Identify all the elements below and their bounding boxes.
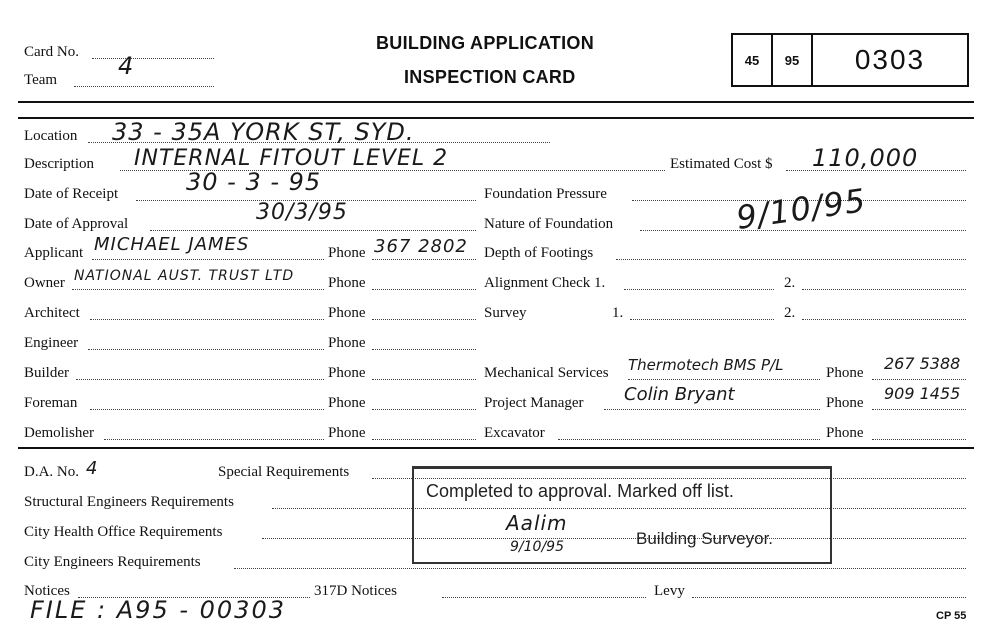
builder-field (76, 379, 324, 380)
form-code: CP 55 (936, 610, 967, 622)
stamp-date: 9/10/95 (510, 539, 564, 555)
stamp-signature: Aalim (506, 511, 568, 535)
nature-of-foundation-field (640, 230, 966, 231)
alignment-check-1-field (624, 289, 774, 290)
alignment-check-label: Alignment Check 1. (484, 275, 606, 291)
team-field (74, 86, 214, 87)
engineer-label: Engineer (24, 335, 79, 351)
date-of-approval-label: Date of Approval (24, 216, 129, 232)
project-manager-value: Colin Bryant (624, 384, 735, 405)
code-prefix-b: 95 (784, 52, 800, 68)
notices-label: Notices (24, 583, 70, 599)
project-manager-phone-value: 909 1455 (884, 384, 961, 403)
owner-label: Owner (24, 275, 65, 291)
nature-of-foundation-label: Nature of Foundation (484, 216, 614, 232)
form-title-line2: INSPECTION CARD (404, 67, 576, 87)
survey-2-label: 2. (784, 305, 796, 321)
engineer-phone-field (372, 349, 476, 350)
location-label: Location (24, 128, 78, 144)
foreman-field (90, 409, 324, 410)
location-value: 33 - 35A YORK ST, SYD. (112, 118, 415, 146)
form-title-line1: BUILDING APPLICATION (376, 33, 594, 53)
city-health-label: City Health Office Requirements (24, 524, 223, 540)
applicant-value: MICHAEL JAMES (94, 234, 250, 255)
da-no-label: D.A. No. (24, 464, 79, 480)
notices-317d-field (442, 597, 646, 598)
city-engineers-label: City Engineers Requirements (24, 554, 201, 570)
applicant-phone-field (372, 259, 476, 260)
applicant-label: Applicant (24, 245, 84, 261)
excavator-field (558, 439, 820, 440)
date-of-approval-field (150, 230, 476, 231)
owner-phone-field (372, 289, 476, 290)
project-manager-phone-field (872, 409, 966, 410)
excavator-label: Excavator (484, 425, 545, 441)
demolisher-phone-field (372, 439, 476, 440)
alignment-check-2-field (802, 289, 966, 290)
owner-field (72, 289, 324, 290)
demolisher-field (104, 439, 324, 440)
owner-phone-label: Phone (328, 275, 366, 291)
mechanical-services-phone-label: Phone (826, 365, 864, 381)
demolisher-label: Demolisher (24, 425, 94, 441)
foreman-label: Foreman (24, 395, 78, 411)
da-no-value: 4 (86, 458, 99, 479)
excavator-phone-field (872, 439, 966, 440)
approval-stamp (412, 466, 832, 564)
project-manager-label: Project Manager (484, 395, 584, 411)
estimated-cost-label: Estimated Cost $ (670, 156, 773, 172)
levy-field (692, 597, 966, 598)
header-divider (18, 101, 974, 103)
estimated-cost-value: 110,000 (812, 144, 919, 172)
engineer-phone-label: Phone (328, 335, 366, 351)
demolisher-phone-label: Phone (328, 425, 366, 441)
project-manager-field (604, 409, 820, 410)
date-of-receipt-value: 30 - 3 - 95 (186, 168, 322, 196)
survey-label: Survey (484, 305, 527, 321)
applicant-field (92, 259, 324, 260)
mechanical-services-phone-field (872, 379, 966, 380)
engineer-field (88, 349, 324, 350)
mechanical-services-label: Mechanical Services (484, 365, 609, 381)
builder-label: Builder (24, 365, 69, 381)
structural-engineers-label: Structural Engineers Requirements (24, 494, 234, 510)
date-of-approval-value: 30/3/95 (256, 200, 348, 225)
code-number: 0303 (854, 44, 926, 75)
notices-317d-label: 317D Notices (314, 583, 397, 599)
section-bottom-rule (18, 447, 974, 449)
team-value: 4 (118, 52, 135, 80)
stamp-completed-text: Completed to approval. Marked off list. (426, 481, 734, 501)
levy-label: Levy (654, 583, 685, 599)
survey-1-field (630, 319, 774, 320)
mechanical-services-value: Thermotech BMS P/L (628, 356, 784, 374)
builder-phone-field (372, 379, 476, 380)
team-label: Team (24, 72, 58, 88)
city-engineers-field (234, 568, 966, 569)
depth-of-footings-label: Depth of Footings (484, 245, 594, 261)
card-no-field (92, 58, 214, 59)
architect-field (90, 319, 324, 320)
architect-phone-label: Phone (328, 305, 366, 321)
survey-2-field (802, 319, 966, 320)
applicant-phone-label: Phone (328, 245, 366, 261)
foreman-phone-label: Phone (328, 395, 366, 411)
architect-phone-field (372, 319, 476, 320)
code-prefix-a: 45 (744, 52, 760, 68)
project-manager-phone-label: Phone (826, 395, 864, 411)
excavator-phone-label: Phone (826, 425, 864, 441)
file-reference-note: FILE : A95 - 00303 (30, 596, 286, 624)
date-of-receipt-label: Date of Receipt (24, 186, 119, 202)
mechanical-services-field (628, 379, 820, 380)
architect-label: Architect (24, 305, 80, 321)
description-value: INTERNAL FITOUT LEVEL 2 (134, 146, 449, 171)
owner-value: NATIONAL AUST. TRUST LTD (74, 268, 295, 284)
builder-phone-label: Phone (328, 365, 366, 381)
stamp-building-surveyor: Building Surveyor. (636, 529, 774, 548)
mechanical-services-phone-value: 267 5388 (884, 354, 961, 373)
survey-1-label: 1. (612, 305, 624, 321)
alignment-check-2-label: 2. (784, 275, 796, 291)
foreman-phone-field (372, 409, 476, 410)
nature-of-foundation-value: 9/10/95 (733, 181, 869, 237)
depth-of-footings-field (616, 259, 966, 260)
special-requirements-label: Special Requirements (218, 464, 350, 480)
card-no-label: Card No. (24, 44, 79, 60)
reference-code-box (731, 33, 969, 87)
description-label: Description (24, 156, 94, 172)
applicant-phone-value: 367 2802 (374, 236, 468, 257)
foundation-pressure-label: Foundation Pressure (484, 186, 607, 202)
